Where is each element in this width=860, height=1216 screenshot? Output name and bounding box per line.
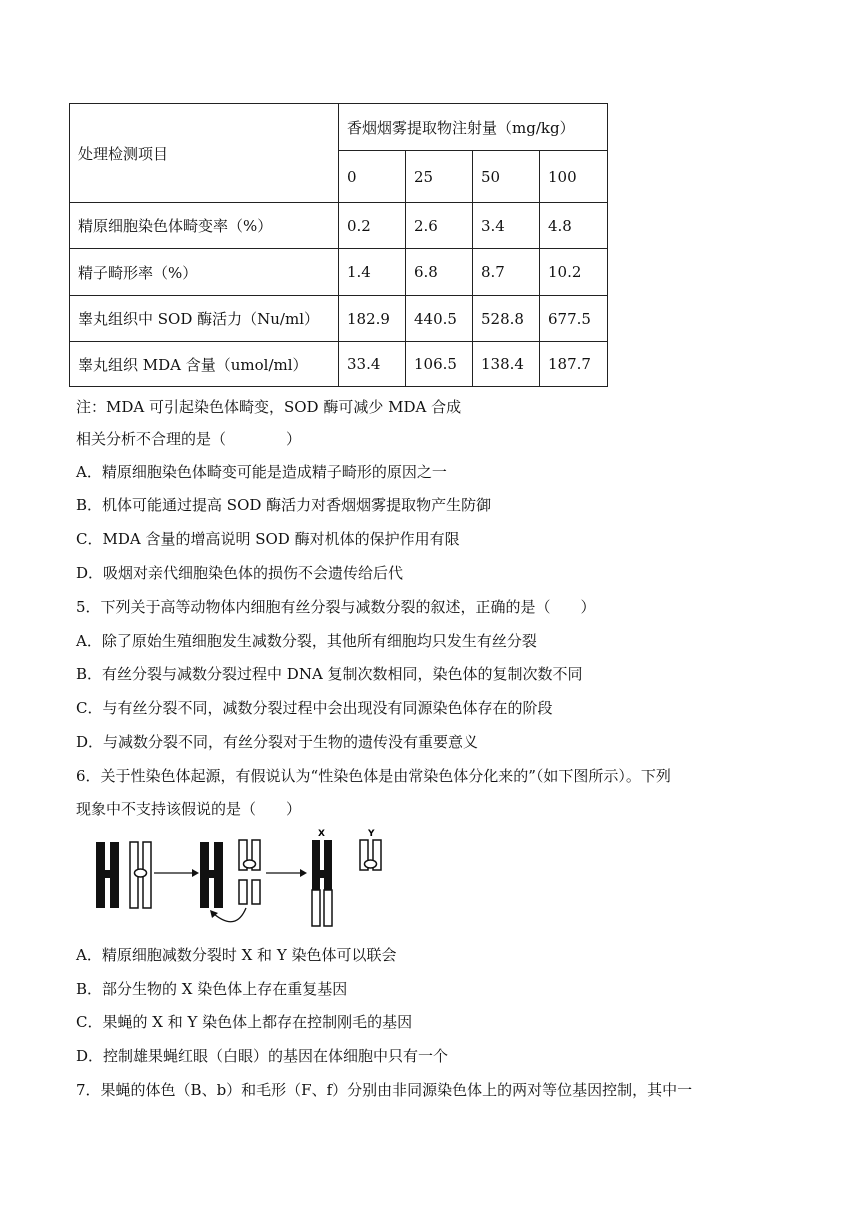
option-b: B．有丝分裂与减数分裂过程中 DNA 复制次数相同，染色体的复制次数不同: [76, 665, 583, 683]
option-c: C．与有丝分裂不同，减数分裂过程中会出现没有同源染色体存在的阶段: [76, 699, 553, 717]
cell: 33.4: [339, 342, 406, 387]
data-table: [69, 103, 608, 387]
row-label: 精原细胞染色体畸变率（%）: [70, 203, 339, 249]
row-label: 睾丸组织中 SOD 酶活力（Nu/ml）: [70, 296, 339, 342]
cell: 187.7: [540, 342, 608, 387]
option-a: A．精原细胞减数分裂时 X 和 Y 染色体可以联会: [76, 946, 397, 964]
option-d: D．与减数分裂不同，有丝分裂对于生物的遗传没有重要意义: [76, 733, 479, 751]
option-b: B．部分生物的 X 染色体上存在重复基因: [76, 980, 348, 998]
option-d: D．吸烟对亲代细胞染色体的损伤不会遗传给后代: [76, 564, 404, 582]
y-label: Y: [368, 829, 375, 839]
question-5-stem: 5．下列关于高等动物体内细胞有丝分裂与减数分裂的叙述，正确的是（ ）: [76, 598, 596, 616]
cell: 528.8: [473, 296, 540, 342]
option-a: A．精原细胞染色体畸变可能是造成精子畸形的原因之一: [76, 463, 447, 481]
cell: 0.2: [339, 203, 406, 249]
chromosome-fragment: [239, 880, 260, 904]
cell: 6.8: [406, 249, 473, 296]
cell: 677.5: [540, 296, 608, 342]
x-label: X: [318, 829, 325, 839]
cell: 4.8: [540, 203, 608, 249]
cell: 2.6: [406, 203, 473, 249]
option-c: C．MDA 含量的增高说明 SOD 酶对机体的保护作用有限: [76, 530, 460, 548]
dose-25: 25: [406, 151, 473, 203]
cell: 8.7: [473, 249, 540, 296]
table-note: 注：MDA 可引起染色体畸变，SOD 酶可减少 MDA 合成: [76, 398, 462, 416]
chromosome-black-2: [200, 842, 223, 908]
dose-50: 50: [473, 151, 540, 203]
cell: 3.4: [473, 203, 540, 249]
question-7-stem: 7．果蝇的体色（B、b）和毛形（F、f）分别由非同源染色体上的两对等位基因控制，其中一: [76, 1081, 693, 1099]
table-row: [70, 296, 608, 342]
cell: 182.9: [339, 296, 406, 342]
question-6-stem-cont: 现象中不支持该假说的是（ ）: [76, 800, 302, 818]
table-row: [70, 249, 608, 296]
cell: 106.5: [406, 342, 473, 387]
y-chromosome: [360, 840, 381, 870]
cell: 1.4: [339, 249, 406, 296]
chromosome-black-1: [96, 842, 119, 908]
header-group: 香烟烟雾提取物注射量（mg/kg）: [339, 104, 608, 151]
cell: 10.2: [540, 249, 608, 296]
cell: 440.5: [406, 296, 473, 342]
table-row: [70, 342, 608, 387]
cell: 138.4: [473, 342, 540, 387]
x-chromosome: [312, 840, 332, 926]
option-d: D．控制雄果蝇红眼（白眼）的基因在体细胞中只有一个: [76, 1047, 449, 1065]
dose-100: 100: [540, 151, 608, 203]
option-b: B．机体可能通过提高 SOD 酶活力对香烟烟雾提取物产生防御: [76, 496, 492, 514]
chromosome-white-short: [239, 840, 260, 870]
table-row: [70, 203, 608, 249]
chromosome-white-1: [130, 842, 151, 908]
row-label: 睾丸组织 MDA 含量（umol/ml）: [70, 342, 339, 387]
curved-arrow: [214, 908, 246, 922]
dose-0: 0: [339, 151, 406, 203]
chromosome-differentiation-figure: [86, 828, 386, 932]
row-label: 精子畸形率（%）: [70, 249, 339, 296]
option-a: A．除了原始生殖细胞发生减数分裂，其他所有细胞均只发生有丝分裂: [76, 632, 537, 650]
header-left: 处理检测项目: [70, 104, 339, 203]
question-6-stem: 6．关于性染色体起源，有假说认为“性染色体是由常染色体分化来的”（如下图所示）。下列: [76, 767, 671, 785]
option-c: C．果蝇的 X 和 Y 染色体上都存在控制刚毛的基因: [76, 1013, 413, 1031]
question-stem: 相关分析不合理的是（ ）: [76, 430, 302, 448]
